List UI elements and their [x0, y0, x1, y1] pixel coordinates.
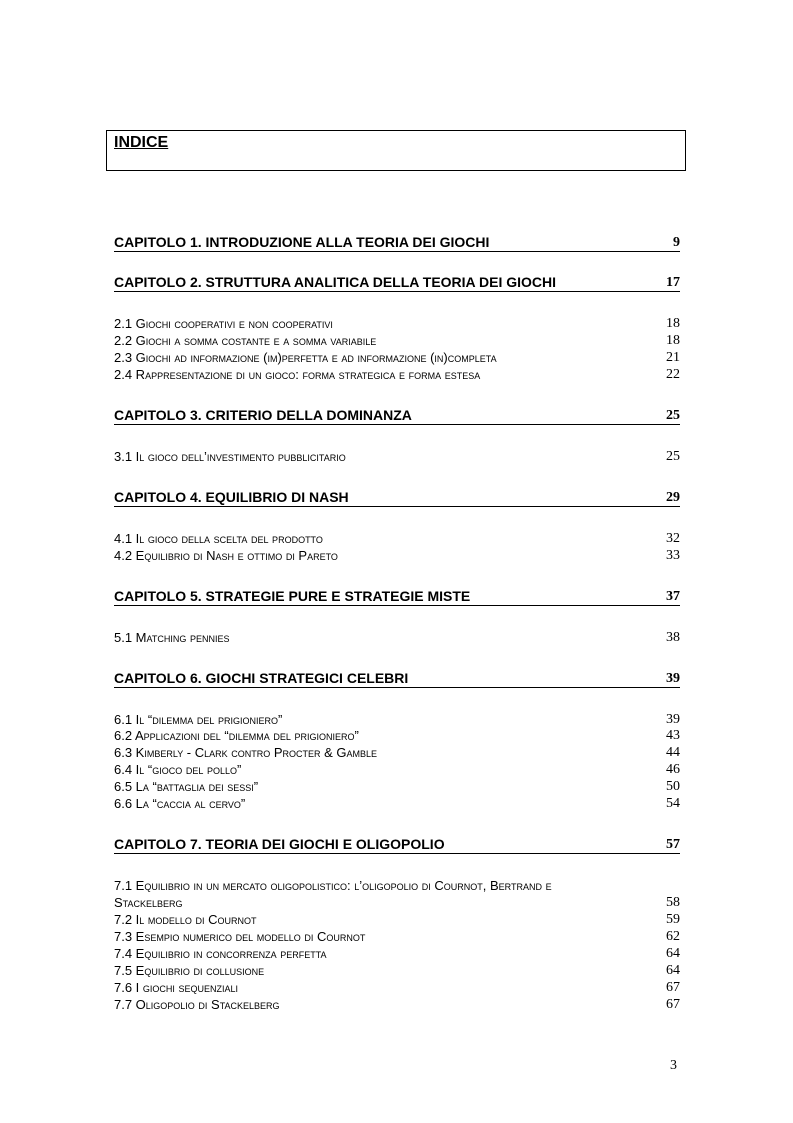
toc-chapter-2[interactable]: [114, 274, 680, 292]
chapter-label: CAPITOLO 4. EQUILIBRIO DI NASH: [114, 489, 349, 505]
entry-page: 64: [666, 946, 680, 961]
chapter-page: 9: [673, 235, 680, 250]
chapter-label: CAPITOLO 5. STRATEGIE PURE E STRATEGIE MISTE: [114, 588, 471, 604]
toc-chapter-5[interactable]: [114, 588, 680, 606]
entry-page: 59: [666, 912, 680, 927]
toc-entry-2-3[interactable]: [114, 349, 680, 366]
entry-page: 58: [666, 895, 680, 910]
page-number: 3: [670, 1058, 677, 1073]
entry-page: 62: [666, 929, 680, 944]
entry-label: 4.2 Equilibrio di Nash e ottimo di Pareto: [114, 548, 338, 563]
toc-entry-4-1[interactable]: [114, 530, 680, 547]
chapter-page: 29: [666, 490, 680, 505]
chapter-label: CAPITOLO 2. STRUTTURA ANALITICA DELLA TEORIA DEI GIOCHI: [114, 274, 557, 290]
toc-entry-7-3[interactable]: [114, 928, 680, 945]
toc-entry-2-1[interactable]: [114, 315, 680, 332]
chapter-label: CAPITOLO 6. GIOCHI STRATEGICI CELEBRI: [114, 670, 409, 686]
entry-page: 38: [666, 630, 680, 645]
toc-entry-6-6[interactable]: [114, 795, 680, 812]
entry-label: 2.2 Giochi a somma costante e a somma variabile: [114, 333, 377, 348]
toc-chapter-7[interactable]: [114, 836, 680, 854]
entry-label: 6.6 La “caccia al cervo”: [114, 796, 246, 811]
toc-entry-6-3[interactable]: [114, 744, 680, 761]
toc-entry-7-5[interactable]: [114, 962, 680, 979]
toc-entry-6-4[interactable]: [114, 761, 680, 778]
toc-chapter-1[interactable]: [114, 234, 680, 252]
toc-chapter-4[interactable]: [114, 489, 680, 507]
toc-entry-3-1[interactable]: [114, 448, 680, 465]
entry-page: 39: [666, 712, 680, 727]
entry-label: 4.1 Il gioco della scelta del prodotto: [114, 531, 323, 546]
entry-page: 32: [666, 531, 680, 546]
toc-chapter-6[interactable]: [114, 670, 680, 688]
entry-label: 7.3 Esempio numerico del modello di Cournot: [114, 929, 366, 944]
entry-page: 25: [666, 449, 680, 464]
chapter-page: 57: [666, 837, 680, 852]
toc-entry-6-2[interactable]: [114, 727, 680, 744]
entry-page: 18: [666, 333, 680, 348]
entry-page: 33: [666, 548, 680, 563]
entry-label: 7.5 Equilibrio di collusione: [114, 963, 265, 978]
entry-page: 21: [666, 350, 680, 365]
entry-page: 44: [666, 745, 680, 760]
entry-label: 3.1 Il gioco dell’investimento pubblicitario: [114, 449, 346, 464]
entry-label: 7.2 Il modello di Cournot: [114, 912, 257, 927]
entry-page: 67: [666, 997, 680, 1012]
toc-chapter-3[interactable]: [114, 407, 680, 425]
toc-entry-4-2[interactable]: [114, 547, 680, 564]
toc-entry-6-1[interactable]: [114, 711, 680, 728]
toc-entry-7-1-line-2[interactable]: [114, 894, 680, 911]
entry-label: Stackelberg: [114, 895, 183, 910]
entry-label: 6.5 La “battaglia dei sessi”: [114, 779, 259, 794]
chapter-page: 17: [666, 275, 680, 290]
entry-label: 7.4 Equilibrio in concorrenza perfetta: [114, 946, 327, 961]
entry-page: 46: [666, 762, 680, 777]
entry-label: 6.3 Kimberly - Clark contro Procter & Gamble: [114, 745, 378, 760]
toc-entry-2-4[interactable]: [114, 366, 680, 383]
entry-label: 7.7 Oligopolio di Stackelberg: [114, 997, 280, 1012]
entry-page: 18: [666, 316, 680, 331]
entry-label: 2.4 Rappresentazione di un gioco: forma strategica e forma estesa: [114, 367, 481, 382]
entry-page: 67: [666, 980, 680, 995]
toc-entry-7-4[interactable]: [114, 945, 680, 962]
entry-page: 22: [666, 367, 680, 382]
chapter-label: CAPITOLO 7. TEORIA DEI GIOCHI E OLIGOPOLIO: [114, 836, 445, 852]
chapter-label: CAPITOLO 3. CRITERIO DELLA DOMINANZA: [114, 407, 412, 423]
entry-label: 5.1 Matching pennies: [114, 630, 230, 645]
toc-entry-2-2[interactable]: [114, 332, 680, 349]
entry-page: 54: [666, 796, 680, 811]
entry-label: 2.3 Giochi ad informazione (im)perfetta e ad informazione (in)completa: [114, 350, 497, 365]
toc-entry-7-7[interactable]: [114, 996, 680, 1013]
entry-label: 7.6 I giochi sequenziali: [114, 980, 239, 995]
entry-page: 43: [666, 728, 680, 743]
chapter-page: 39: [666, 671, 680, 686]
entry-page: 50: [666, 779, 680, 794]
index-title: INDICE: [114, 134, 169, 151]
toc-entry-7-2[interactable]: [114, 911, 680, 928]
toc-entry-5-1[interactable]: [114, 629, 680, 646]
toc-entry-6-5[interactable]: [114, 778, 680, 795]
toc-entry-7-1-line-1[interactable]: [114, 877, 680, 894]
entry-label: 6.1 Il “dilemma del prigioniero”: [114, 712, 283, 727]
toc-entry-7-6[interactable]: [114, 979, 680, 996]
entry-page: 64: [666, 963, 680, 978]
entry-label: 2.1 Giochi cooperativi e non cooperativi: [114, 316, 333, 331]
entry-label: 7.1 Equilibrio in un mercato oligopolistico: l’oligopolio di Cournot, Bertrand e: [114, 878, 552, 893]
entry-label: 6.2 Applicazioni del “dilemma del prigioniero”: [114, 728, 359, 743]
entry-label: 6.4 Il “gioco del pollo”: [114, 762, 242, 777]
chapter-page: 25: [666, 408, 680, 423]
chapter-page: 37: [666, 589, 680, 604]
chapter-label: CAPITOLO 1. INTRODUZIONE ALLA TEORIA DEI GIOCHI: [114, 234, 490, 250]
index-title-box: [106, 130, 686, 171]
